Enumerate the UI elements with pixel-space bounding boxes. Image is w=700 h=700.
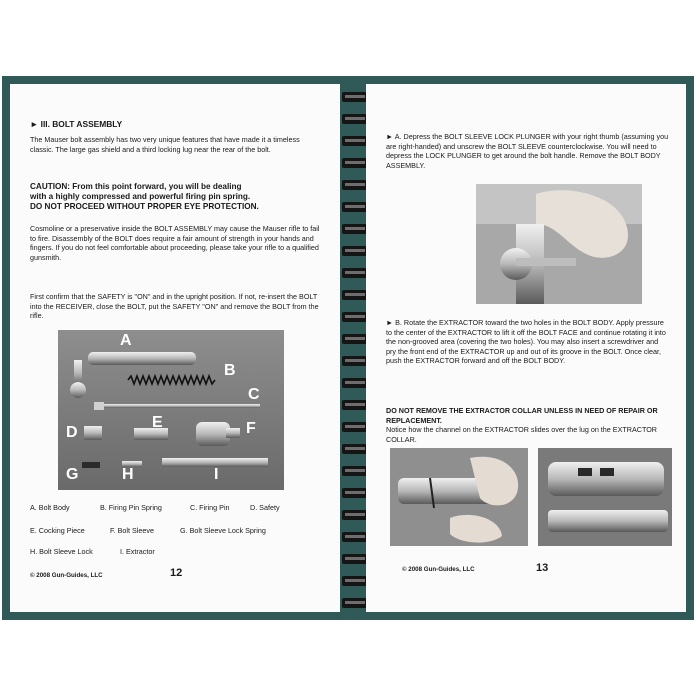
- bolt-parts-illustration: [58, 330, 284, 490]
- left-page-number: 12: [170, 567, 183, 579]
- step-a-paragraph: ► A. Depress the BOLT SLEEVE LOCK PLUNGER with your right thumb (assuming you are right-handed) and unscrew the BOLT SLEEVE counterclockwise. You will need to depress the LOCK PLUNGER to get around the bolt handle. Remove the BOLT BODY ASSEMBLY.: [386, 132, 669, 170]
- binding-ring: [342, 466, 368, 476]
- legend-e: E. Cocking Piece: [30, 526, 85, 535]
- binding-ring: [342, 268, 368, 278]
- photo-label-g: G: [66, 466, 79, 483]
- caution-line-3: DO NOT PROCEED WITHOUT PROPER EYE PROTECTION.: [30, 202, 259, 211]
- binding-ring: [342, 334, 368, 344]
- binding-ring: [342, 532, 368, 542]
- photo-label-e: E: [152, 414, 163, 431]
- binding-ring: [342, 554, 368, 564]
- legend-i: I. Extractor: [120, 547, 155, 556]
- bolt-sleeve-photo: [476, 184, 642, 304]
- legend-c: C. Firing Pin: [190, 503, 230, 512]
- binding-ring: [342, 246, 368, 256]
- right-page-number: 13: [536, 562, 549, 574]
- extractor-warning: DO NOT REMOVE THE EXTRACTOR COLLAR UNLESS IN NEED OF REPAIR OR REPLACEMENT.: [386, 406, 658, 425]
- binding-ring: [342, 400, 368, 410]
- binding-ring: [342, 444, 368, 454]
- extractor-removal-photo: [390, 448, 528, 546]
- photo-label-a: A: [120, 332, 132, 349]
- binding-ring: [342, 598, 368, 608]
- photo-label-f: F: [246, 420, 256, 437]
- legend-g: G. Bolt Sleeve Lock Spring: [180, 526, 266, 535]
- section-heading: ► III. BOLT ASSEMBLY: [30, 119, 123, 129]
- legend-h: H. Bolt Sleeve Lock: [30, 547, 93, 556]
- caution-line-1: CAUTION: From this point forward, you will be dealing: [30, 182, 242, 191]
- binding-ring: [342, 378, 368, 388]
- photo-label-c: C: [248, 386, 260, 403]
- photo-label-d: D: [66, 424, 78, 441]
- binding-ring: [342, 114, 368, 124]
- bolt-sleeve-illustration: [476, 184, 642, 304]
- caution-line-2: with a highly compressed and powerful firing pin spring.: [30, 192, 251, 201]
- right-page: [366, 84, 686, 612]
- right-footer: © 2008 Gun-Guides, LLC: [402, 566, 475, 573]
- photo-label-i: I: [214, 466, 219, 483]
- intro-paragraph: The Mauser bolt assembly has two very unique features that have made it a timeless classic. The large gas shield and a third locking lug near the rear of the bolt.: [30, 135, 300, 154]
- photo-label-h: H: [122, 466, 134, 483]
- binding-ring: [342, 576, 368, 586]
- binding-ring: [342, 422, 368, 432]
- extractor-collar-illustration: [538, 448, 672, 546]
- legend-f: F. Bolt Sleeve: [110, 526, 154, 535]
- legend-d: D. Safety: [250, 503, 280, 512]
- binding-ring: [342, 180, 368, 190]
- left-footer: © 2008 Gun-Guides, LLC: [30, 572, 103, 579]
- photo-label-b: B: [224, 362, 236, 379]
- binding-ring: [342, 202, 368, 212]
- binding-ring: [342, 488, 368, 498]
- binding-ring: [342, 510, 368, 520]
- legend-a: A. Bolt Body: [30, 503, 70, 512]
- extractor-collar-photo: [538, 448, 672, 546]
- binding-ring: [342, 92, 368, 102]
- bolt-parts-photo: [58, 330, 284, 490]
- legend-b: B. Firing Pin Spring: [100, 503, 162, 512]
- binding-ring: [342, 158, 368, 168]
- binding-ring: [342, 312, 368, 322]
- binding-ring: [342, 356, 368, 366]
- left-page: [10, 84, 340, 612]
- extractor-note: Notice how the channel on the EXTRACTOR slides over the lug on the EXTRACTOR COLLAR.: [386, 425, 657, 444]
- step-b-paragraph: ► B. Rotate the EXTRACTOR toward the two holes in the BOLT BODY. Apply pressure to the center of the EXTRACTOR to lift it off the BOLT FACE and continue rotating it into the non-grooved area (covering the two holes). You may also insert a screwdriver and pry the front end of the EXTRACTOR up and out of its groove in the BOLT. Once clear, push the EXTRACTOR forward and off the BOLT BODY.: [386, 318, 666, 366]
- extractor-removal-illustration: [390, 448, 528, 546]
- binding-ring: [342, 224, 368, 234]
- cosmoline-paragraph: Cosmoline or a preservative inside the BOLT ASSEMBLY may cause the Mauser rifle to fail to fire. Disassembly of the BOLT does require a fair amount of strength in your hands and fingers. If you do not feel comfortable about proceeding, please take your rifle to a qualified gunsmith.: [30, 224, 320, 262]
- confirm-paragraph: First confirm that the SAFETY is "ON" and in the upright position. If not, re-insert the BOLT into the RECEIVER, close the BOLT, put the SAFETY "ON" and remove the BOLT from the rifle.: [30, 292, 319, 321]
- binding-ring: [342, 136, 368, 146]
- binding-ring: [342, 290, 368, 300]
